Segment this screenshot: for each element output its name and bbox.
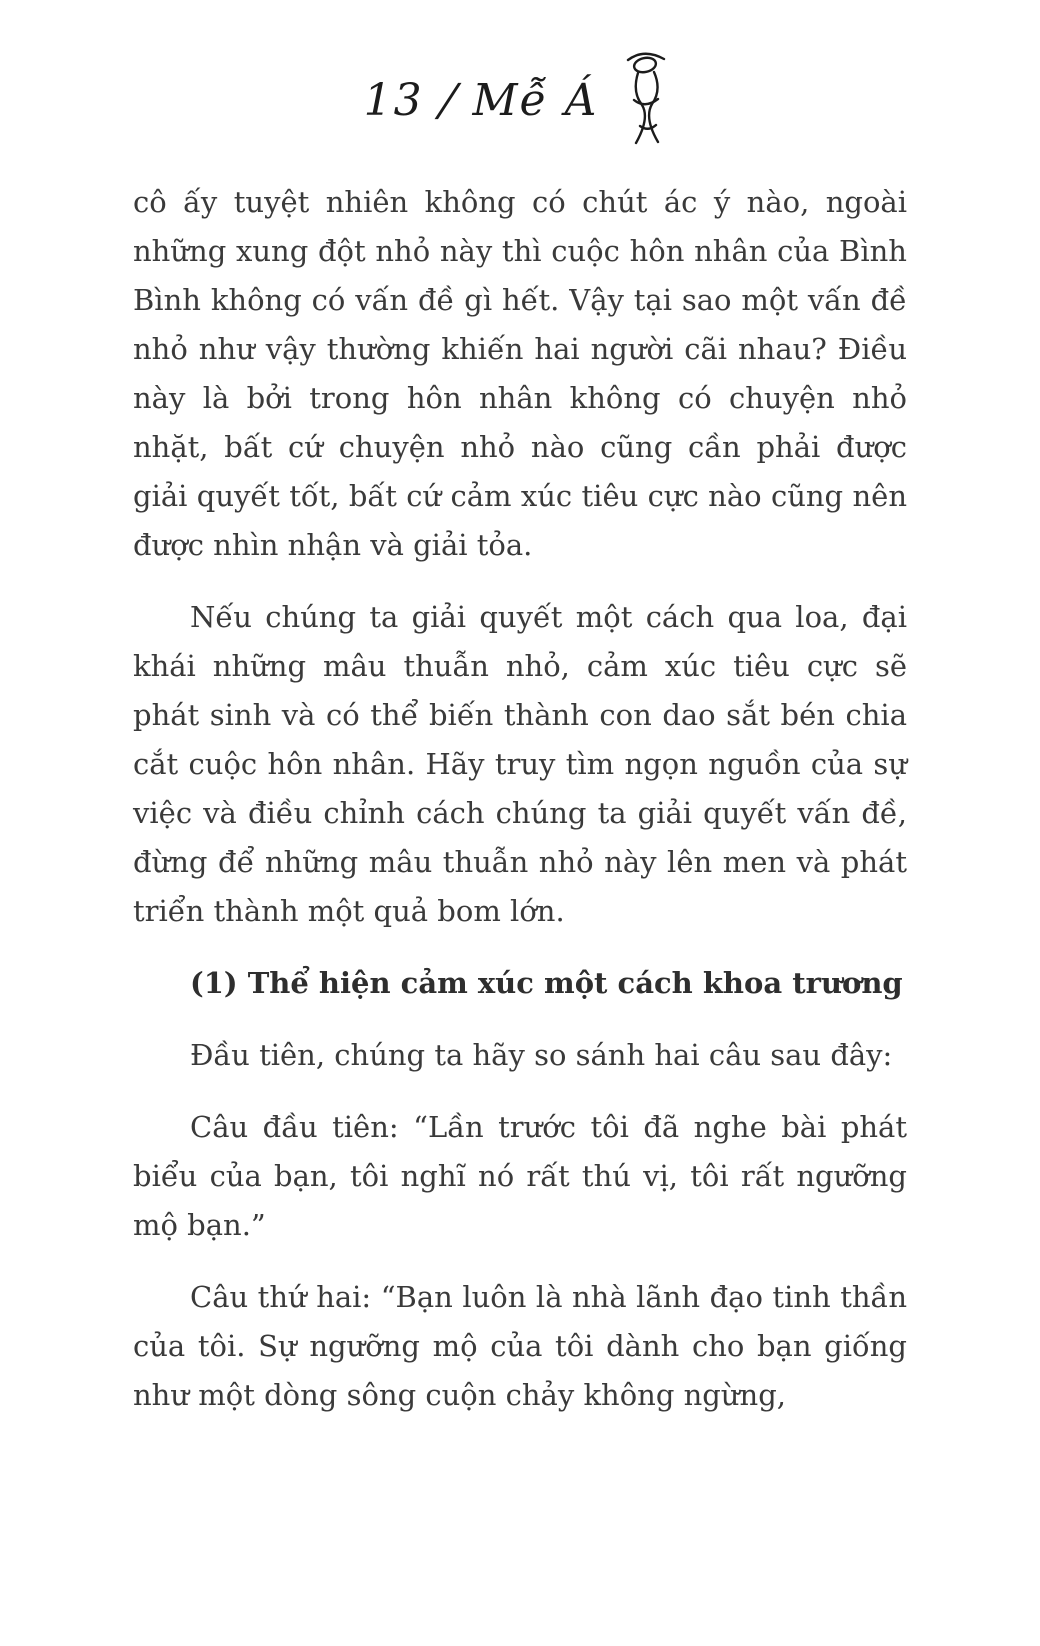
woman-figure-icon [614,50,676,154]
page-number: 13 [363,75,424,126]
section-heading: (1) Thể hiện cảm xúc một cách khoa trương [190,966,903,1000]
paragraph-3: Đầu tiên, chúng ta hãy so sánh hai câu sau đây: [190,1038,893,1072]
page-header [133,50,907,160]
paragraph-1: cô ấy tuyệt nhiên không có chút ác ý nào, ngoài những xung đột nhỏ này thì cuộc hôn nhân của Bình Bình không có vấn đề gì hết. Vậy tại sao một vấn đề nhỏ như vậy thường khiến hai người cãi nhau? Điều này là bởi trong hôn nhân không có chuyện nhỏ nhặt, bất cứ chuyện nhỏ nào cũng cần phải được giải quyết tốt, bất cứ cảm xúc tiêu cực nào cũng nên được nhìn nhận và giải tỏa. [133,185,907,562]
header-title: Mễ Á [472,75,599,126]
page-content [133,178,907,1420]
header-separator: / [436,75,461,126]
paragraph-2: Nếu chúng ta giải quyết một cách qua loa, đại khái những mâu thuẫn nhỏ, cảm xúc tiêu cực sẽ phát sinh và có thể biến thành con dao sắt bén chia cắt cuộc hôn nhân. Hãy truy tìm ngọn nguồn của sự việc và điều chỉnh cách chúng ta giải quyết vấn đề, đừng để những mâu thuẫn nhỏ này lên men và phát triển thành một quả bom lớn. [133,600,907,928]
paragraph-4: Câu đầu tiên: “Lần trước tôi đã nghe bài phát biểu của bạn, tôi nghĩ nó rất thú vị, tôi rất ngưỡng mộ bạn.” [133,1110,907,1242]
paragraph-5: Câu thứ hai: “Bạn luôn là nhà lãnh đạo tinh thần của tôi. Sự ngưỡng mộ của tôi dành cho bạn giống như một dòng sông cuộn chảy không ngừng, [133,1280,907,1412]
